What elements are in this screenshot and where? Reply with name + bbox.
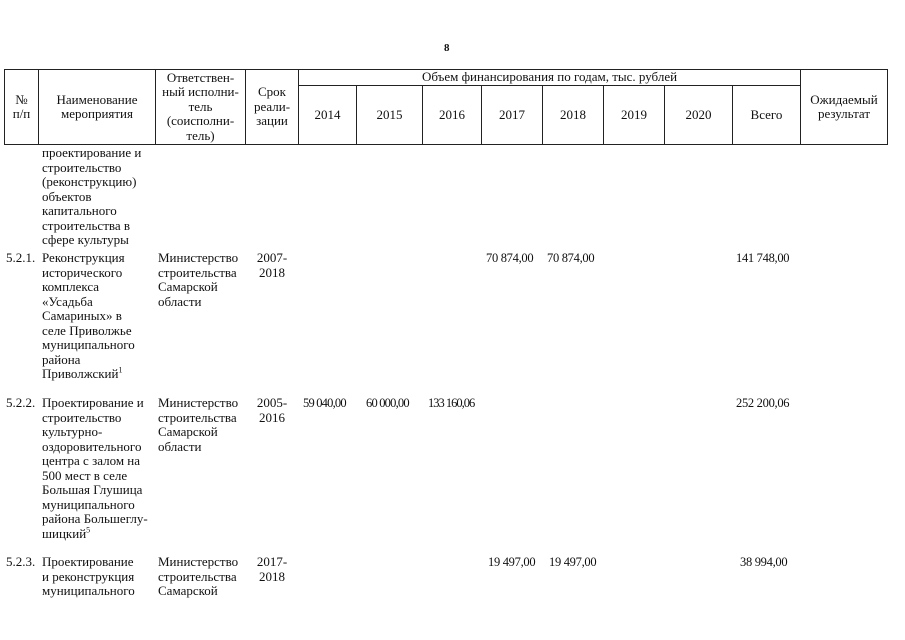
header-year-2014: 2014 bbox=[299, 86, 357, 145]
header-year-2020: 2020 bbox=[665, 86, 733, 145]
header-year-2015: 2015 bbox=[357, 86, 423, 145]
header-funding-title: Объем финансирования по годам, тыс. рублей bbox=[299, 70, 801, 86]
header-year-2019: 2019 bbox=[604, 86, 665, 145]
row-value-2017: 70 874,00 bbox=[486, 251, 534, 265]
row-num: 5.2.3. bbox=[6, 554, 36, 569]
row-total: 141 748,00 bbox=[736, 251, 790, 265]
row-responsible: Министерство строительства Самарской bbox=[158, 554, 239, 598]
row-responsible: Министерство строительства Самарской области bbox=[158, 250, 239, 309]
header-year-2017: 2017 bbox=[482, 86, 543, 145]
row-period: 2005- 2016 bbox=[256, 395, 288, 425]
row-num: 5.2.2. bbox=[6, 395, 36, 410]
header-num: № п/п bbox=[5, 70, 39, 145]
row-total: 252 200,06 bbox=[736, 396, 790, 410]
row-value-2014: 59 040,00 bbox=[303, 396, 346, 410]
row-total: 38 994,00 bbox=[740, 555, 788, 569]
header-result: Ожидаемый результат bbox=[801, 70, 888, 145]
row-value-2018: 19 497,00 bbox=[549, 555, 597, 569]
page-number: 8 bbox=[444, 42, 450, 54]
header-year-2018: 2018 bbox=[543, 86, 604, 145]
header-name: Наименование мероприятия bbox=[39, 70, 156, 145]
row-value-2017: 19 497,00 bbox=[488, 555, 536, 569]
row-name: Проектирование и реконструкция муниципального bbox=[42, 554, 135, 598]
header-year-2016: 2016 bbox=[423, 86, 482, 145]
footnote-marker: 5 bbox=[86, 525, 91, 535]
row-value-2016: 133 160,06 bbox=[428, 396, 475, 410]
row-period: 2017- 2018 bbox=[256, 554, 288, 584]
table-header bbox=[4, 69, 888, 145]
header-total: Всего bbox=[733, 86, 801, 145]
row-num: 5.2.1. bbox=[6, 250, 36, 265]
header-period: Срок реали- зации bbox=[246, 70, 299, 145]
header-responsible: Ответствен- ный исполни- тель (соисполни- тель) bbox=[156, 70, 246, 145]
row-responsible: Министерство строительства Самарской области bbox=[158, 395, 239, 454]
row-period: 2007- 2018 bbox=[256, 250, 288, 280]
row-value-2018: 70 874,00 bbox=[547, 251, 595, 265]
row-name: Реконструкция исторического комплекса «Усадьба Самариных» в селе Приволжье муниципального района Приволжский$^1$ bbox=[42, 250, 135, 381]
continuation-text: проектирование и строительство (реконструкцию) объектов капитального строительства в сфере культуры bbox=[42, 145, 142, 247]
row-name: Проектирование и строительство культурно- оздоровительного центра с залом на 500 мест в селе Большая Глушица муниципального района Большеглу- шицкий$^5$ bbox=[42, 395, 148, 541]
footnote-marker: 1 bbox=[118, 365, 123, 375]
row-value-2015: 60 000,00 bbox=[366, 396, 409, 410]
